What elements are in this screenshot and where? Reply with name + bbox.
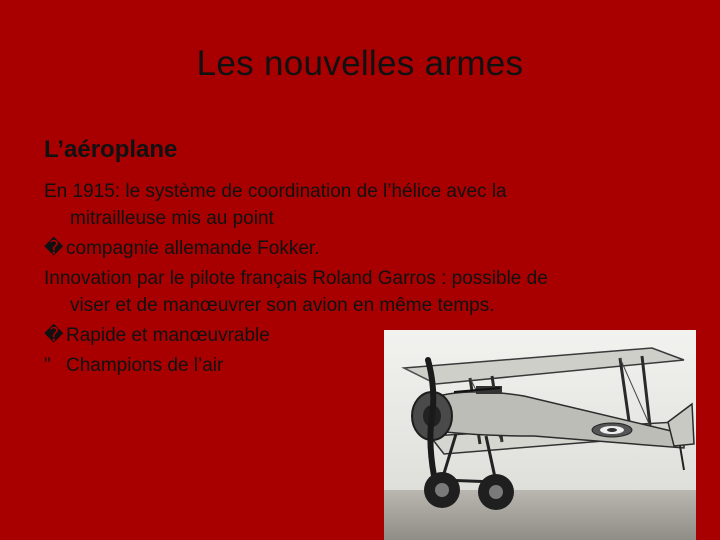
paragraph-1-line-1: En 1915: le système de coordination de l’hélice avec la [44,181,507,202]
bullet-glyph: � [44,325,64,346]
paragraph-5-text: Champions de l’air [66,355,224,376]
slide-subtitle: L’aéroplane [44,136,178,163]
slide-title: Les nouvelles armes [196,44,524,83]
paragraph-2-text: compagnie allemande Fokker. [66,238,320,259]
paragraph-3-line-1: Innovation par le pilote français Roland Garros : possible de [44,268,548,289]
paragraph-4-text: Rapide et manœuvrable [66,325,270,346]
bullet-glyph: � [44,238,64,259]
paragraph-2 [44,235,684,262]
biplane-photo [384,330,696,540]
paragraph-3 [44,265,684,319]
bullet-glyph: " [44,355,51,376]
paragraph-1-line-2: mitrailleuse mis au point [70,208,274,229]
biplane-illustration [384,330,696,540]
paragraph-1 [44,178,684,232]
paragraph-3-line-2: viser et de manœuvrer son avion en même temps. [70,295,495,316]
